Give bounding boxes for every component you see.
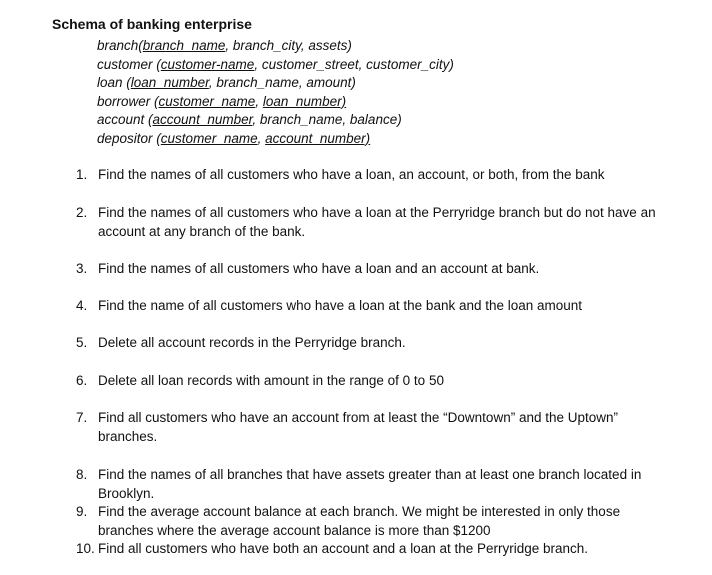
relation-customer <box>97 56 454 75</box>
relation-part: , <box>257 130 266 146</box>
question-item <box>76 503 666 540</box>
relation-branch <box>97 37 454 56</box>
primary-key: customer-name <box>160 56 255 72</box>
relation-part: depositor ( <box>97 130 161 146</box>
question-number: 7. <box>76 410 88 425</box>
question-item <box>76 166 666 185</box>
question-text: Find the names of all branches that have assets greater than at least one branch located in Brooklyn. <box>98 467 642 501</box>
primary-key: loan_number <box>130 75 209 90</box>
relation-part: , branch_city, assets) <box>225 38 352 53</box>
question-number: 4. <box>76 298 88 313</box>
question-text: Find all customers who have both an account and a loan at the Perryridge branch. <box>98 541 589 556</box>
primary-key: account_number <box>152 112 253 127</box>
relation-depositor <box>97 130 454 149</box>
relation-part: borrower ( <box>97 93 159 109</box>
primary-key: account_number) <box>265 130 371 146</box>
question-number: 3. <box>76 261 88 276</box>
question-number: 1. <box>76 167 88 182</box>
question-item <box>76 466 666 503</box>
question-text: Find all customers who have an account from at least the “Downtown” and the Uptown” branches. <box>98 410 619 444</box>
relation-part: , branch_name, amount) <box>208 75 356 90</box>
question-number: 10. <box>76 541 95 556</box>
question-number: 8. <box>76 467 88 482</box>
relation-part: branch( <box>97 38 143 53</box>
question-number: 9. <box>76 504 88 519</box>
relation-part: , branch_name, balance) <box>252 112 402 127</box>
question-item <box>76 204 666 241</box>
schema-list <box>97 37 454 148</box>
primary-key: loan_number) <box>262 93 347 109</box>
schema-title: Schema of banking enterprise <box>52 16 252 32</box>
relation-part: , <box>255 93 263 109</box>
primary-key: branch_name <box>142 38 226 53</box>
question-item <box>76 297 666 316</box>
question-text: Find the names of all customers who have a loan, an account, or both, from the bank <box>98 167 605 182</box>
question-number: 2. <box>76 205 88 220</box>
question-item <box>76 372 666 391</box>
question-text: Find the average account balance at each branch. We might be interested in only those branches where the average account balance is more than $1200 <box>98 504 621 538</box>
question-text: Find the names of all customers who have a loan at the Perryridge branch but do not have an account at any branch of the bank. <box>98 205 656 239</box>
relation-part: loan ( <box>97 75 131 90</box>
relation-part: , customer_street, customer_city) <box>254 56 454 72</box>
question-number: 5. <box>76 335 88 350</box>
question-text: Find the name of all customers who have a loan at the bank and the loan amount <box>98 298 583 313</box>
relation-borrower <box>97 93 454 112</box>
primary-key: customer_name <box>160 130 258 146</box>
question-text: Find the names of all customers who have a loan and an account at bank. <box>98 261 540 276</box>
question-item <box>76 540 666 559</box>
relation-part: account ( <box>97 112 153 127</box>
primary-key: customer_name <box>158 93 256 109</box>
question-item <box>76 334 666 353</box>
relation-part: customer ( <box>97 56 161 72</box>
relation-loan <box>97 74 454 93</box>
question-text: Delete all account records in the Perryridge branch. <box>98 335 406 350</box>
relation-account <box>97 111 454 130</box>
question-item <box>76 409 666 446</box>
question-text: Delete all loan records with amount in the range of 0 to 50 <box>98 373 444 388</box>
question-item <box>76 260 666 279</box>
question-number: 6. <box>76 373 88 388</box>
